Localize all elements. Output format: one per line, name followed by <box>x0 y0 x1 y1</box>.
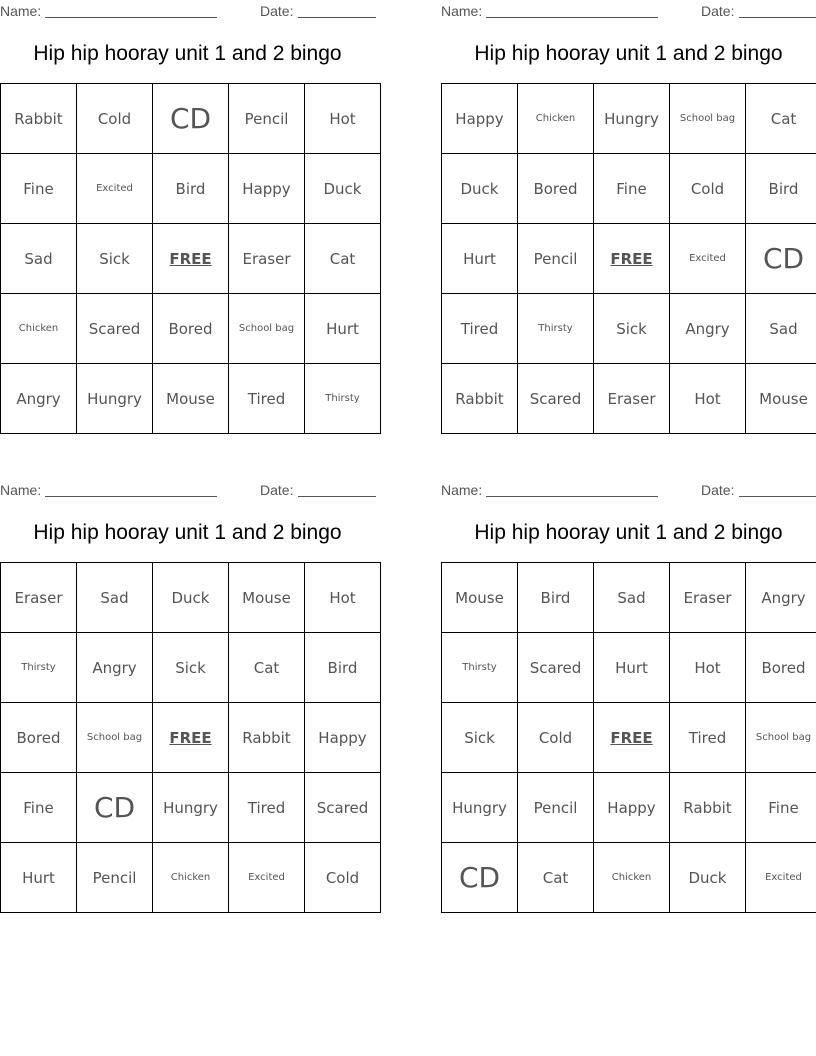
bingo-cell: CD <box>77 773 153 843</box>
bingo-cell: Excited <box>746 843 816 913</box>
name-line <box>486 17 658 18</box>
bingo-cell: Happy <box>594 773 670 843</box>
name-line <box>486 496 658 497</box>
bingo-cell: Sad <box>77 563 153 633</box>
bingo-cell: Bird <box>518 563 594 633</box>
bingo-cell: Pencil <box>229 84 305 154</box>
grid-row <box>1 703 381 773</box>
bingo-cell: Chicken <box>153 843 229 913</box>
grid-row <box>1 84 381 154</box>
bingo-cell: Fine <box>1 773 77 843</box>
free-space-cell: FREE <box>153 703 229 773</box>
date-label: Date: <box>701 3 735 19</box>
bingo-cell: Fine <box>1 154 77 224</box>
bingo-cell: Scared <box>77 294 153 364</box>
bingo-cell: School bag <box>670 84 746 154</box>
bingo-cell: Bored <box>153 294 229 364</box>
bingo-cell: Hurt <box>442 224 518 294</box>
bingo-cell: Sick <box>442 703 518 773</box>
bingo-card-1 <box>0 0 375 434</box>
bingo-cell: Pencil <box>518 773 594 843</box>
card-title: Hip hip hooray unit 1 and 2 bingo <box>33 521 342 544</box>
bingo-card-2 <box>441 0 816 434</box>
bingo-cell: Cat <box>229 633 305 703</box>
name-label: Name: <box>0 3 42 19</box>
grid-row <box>442 154 816 224</box>
bingo-cell: Sick <box>77 224 153 294</box>
bingo-cell: Fine <box>746 773 816 843</box>
bingo-grid <box>441 562 816 913</box>
grid-row <box>442 703 816 773</box>
grid-row <box>1 224 381 294</box>
grid-row <box>1 633 381 703</box>
bingo-cell: Duck <box>442 154 518 224</box>
bingo-cell: Duck <box>670 843 746 913</box>
name-label: Name: <box>0 482 42 498</box>
date-line <box>298 496 376 497</box>
bingo-cell: Eraser <box>594 364 670 434</box>
bingo-cell: CD <box>153 84 229 154</box>
bingo-cell: Angry <box>670 294 746 364</box>
bingo-cell: Tired <box>670 703 746 773</box>
bingo-cell: Hot <box>305 563 381 633</box>
bingo-cell: Cold <box>305 843 381 913</box>
bingo-cell: Bored <box>746 633 816 703</box>
bingo-cell: Cat <box>518 843 594 913</box>
bingo-cell: Tired <box>442 294 518 364</box>
grid-row <box>442 84 816 154</box>
card-header <box>0 0 375 20</box>
name-line <box>45 17 217 18</box>
grid-row <box>442 294 816 364</box>
bingo-cell: Happy <box>229 154 305 224</box>
bingo-cell: Hungry <box>153 773 229 843</box>
bingo-cell: Chicken <box>594 843 670 913</box>
bingo-cell: Angry <box>1 364 77 434</box>
grid-row <box>1 364 381 434</box>
date-line <box>298 17 376 18</box>
grid-row <box>442 773 816 843</box>
bingo-cell: Eraser <box>670 563 746 633</box>
bingo-cell: Rabbit <box>229 703 305 773</box>
bingo-cell: School bag <box>77 703 153 773</box>
bingo-cell: Chicken <box>518 84 594 154</box>
card-header <box>0 479 375 499</box>
grid-row <box>442 364 816 434</box>
bingo-cell: Bird <box>746 154 816 224</box>
bingo-cell: Pencil <box>77 843 153 913</box>
bingo-cell: Eraser <box>1 563 77 633</box>
bingo-cell: School bag <box>746 703 816 773</box>
date-label: Date: <box>260 3 294 19</box>
grid-row <box>1 773 381 843</box>
bingo-cell: Hungry <box>442 773 518 843</box>
bingo-cell: Thirsty <box>442 633 518 703</box>
bingo-cell: Hungry <box>594 84 670 154</box>
bingo-cell: Mouse <box>746 364 816 434</box>
free-space-cell: FREE <box>153 224 229 294</box>
card-title: Hip hip hooray unit 1 and 2 bingo <box>474 521 783 544</box>
bingo-cell: Scared <box>305 773 381 843</box>
bingo-cell: Bird <box>153 154 229 224</box>
bingo-cell: Fine <box>594 154 670 224</box>
bingo-cell: Excited <box>229 843 305 913</box>
bingo-cell: Bored <box>518 154 594 224</box>
bingo-cell: Scared <box>518 364 594 434</box>
bingo-cell: Happy <box>442 84 518 154</box>
bingo-cell: Mouse <box>442 563 518 633</box>
bingo-cell: Cat <box>305 224 381 294</box>
bingo-cell: Rabbit <box>1 84 77 154</box>
bingo-cell: Thirsty <box>518 294 594 364</box>
grid-row <box>442 633 816 703</box>
card-title: Hip hip hooray unit 1 and 2 bingo <box>33 42 342 65</box>
free-space-cell: FREE <box>594 703 670 773</box>
name-line <box>45 496 217 497</box>
bingo-cell: Duck <box>305 154 381 224</box>
bingo-cell: School bag <box>229 294 305 364</box>
grid-row <box>442 224 816 294</box>
bingo-cell: Cold <box>670 154 746 224</box>
bingo-cell: Cat <box>746 84 816 154</box>
bingo-cell: Rabbit <box>670 773 746 843</box>
bingo-cell: Tired <box>229 773 305 843</box>
grid-row <box>1 843 381 913</box>
date-line <box>739 17 816 18</box>
bingo-cell: Mouse <box>153 364 229 434</box>
bingo-cell: Happy <box>305 703 381 773</box>
date-label: Date: <box>260 482 294 498</box>
bingo-cell: Hot <box>670 633 746 703</box>
bingo-cell: Eraser <box>229 224 305 294</box>
name-label: Name: <box>441 482 483 498</box>
card-title: Hip hip hooray unit 1 and 2 bingo <box>474 42 783 65</box>
bingo-card-4 <box>441 479 816 913</box>
bingo-cell: Excited <box>77 154 153 224</box>
bingo-cell: Thirsty <box>305 364 381 434</box>
bingo-cell: Sad <box>594 563 670 633</box>
bingo-cell: Cold <box>77 84 153 154</box>
bingo-grid <box>441 83 816 434</box>
bingo-cell: Sick <box>153 633 229 703</box>
bingo-cell: Pencil <box>518 224 594 294</box>
bingo-cell: Hot <box>305 84 381 154</box>
bingo-cell: Hungry <box>77 364 153 434</box>
bingo-cell: Scared <box>518 633 594 703</box>
bingo-cell: Hurt <box>594 633 670 703</box>
bingo-grid <box>0 562 381 913</box>
grid-row <box>1 294 381 364</box>
bingo-cell: Hot <box>670 364 746 434</box>
bingo-cell: Thirsty <box>1 633 77 703</box>
free-space-cell: FREE <box>594 224 670 294</box>
bingo-cell: Hurt <box>305 294 381 364</box>
bingo-cell: Bird <box>305 633 381 703</box>
bingo-cell: Bored <box>1 703 77 773</box>
bingo-cell: Tired <box>229 364 305 434</box>
bingo-cell: Cold <box>518 703 594 773</box>
date-line <box>739 496 816 497</box>
bingo-cell: Sad <box>1 224 77 294</box>
bingo-cell: Angry <box>746 563 816 633</box>
bingo-cell: CD <box>442 843 518 913</box>
bingo-grid <box>0 83 381 434</box>
bingo-cell: Hurt <box>1 843 77 913</box>
grid-row <box>1 154 381 224</box>
bingo-card-3 <box>0 479 375 913</box>
grid-row <box>442 843 816 913</box>
bingo-cell: CD <box>746 224 816 294</box>
name-label: Name: <box>441 3 483 19</box>
bingo-cell: Duck <box>153 563 229 633</box>
bingo-cell: Angry <box>77 633 153 703</box>
bingo-cell: Excited <box>670 224 746 294</box>
bingo-cell: Sick <box>594 294 670 364</box>
date-label: Date: <box>701 482 735 498</box>
bingo-cell: Mouse <box>229 563 305 633</box>
grid-row <box>442 563 816 633</box>
card-header <box>441 0 816 20</box>
grid-row <box>1 563 381 633</box>
card-header <box>441 479 816 499</box>
bingo-cell: Chicken <box>1 294 77 364</box>
bingo-cell: Rabbit <box>442 364 518 434</box>
bingo-cell: Sad <box>746 294 816 364</box>
